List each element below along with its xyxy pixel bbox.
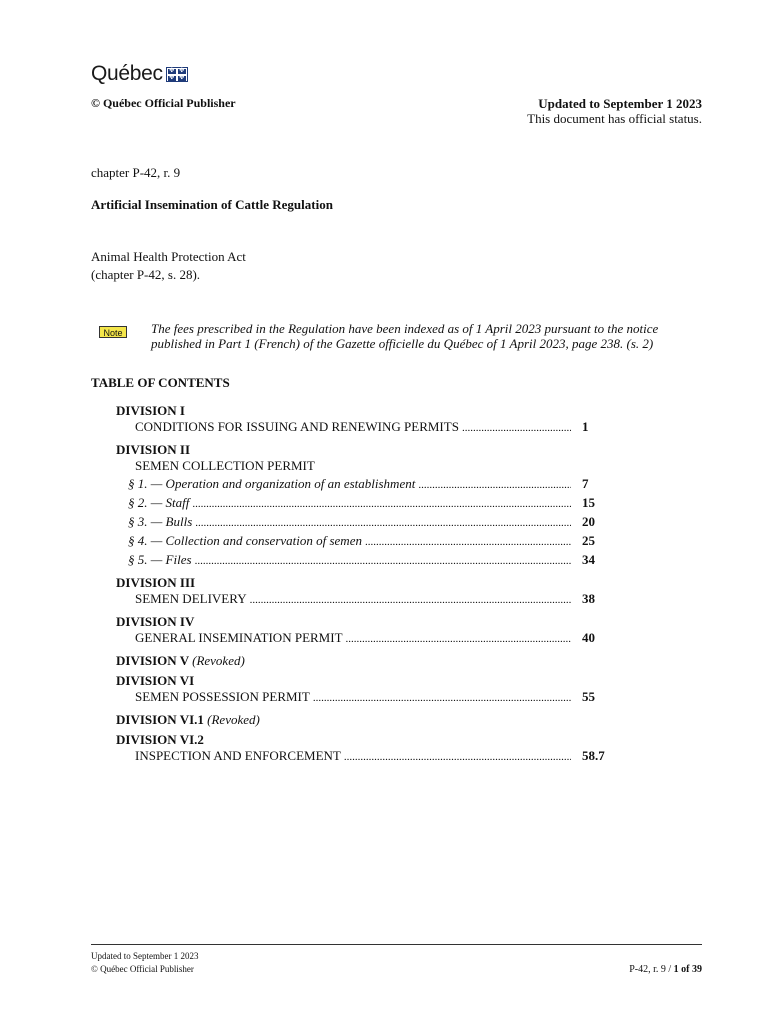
toc-division-title[interactable] [116,673,606,688]
toc-division-title[interactable] [116,442,606,457]
toc-page-number: 7 [582,476,589,491]
toc-entry-label: CONDITIONS FOR ISSUING AND RENEWING PERMITS [135,419,459,434]
toc-entry[interactable] [116,418,606,437]
toc-division [116,575,606,609]
toc-division-title[interactable] [116,653,606,668]
enabling-act [91,248,246,284]
toc-entry[interactable] [116,747,606,766]
note-text: The fees prescribed in the Regulation have been indexed as of 1 April 2023 pursuant to the notice published in Part 1 (French) of the Gazette officielle du Québec of 1 April 2023, page 238. (s. 2) [151,321,659,351]
act-citation: (chapter P-42, s. 28). [91,267,201,282]
toc-entry-label: § 3. — Bulls [128,514,193,529]
footer-page-count: 1 of 39 [673,964,702,975]
division-title-text: DIVISION I [116,403,185,418]
toc-page-number: 1 [582,419,589,434]
toc-page-number: 20 [582,514,595,529]
toc-division [116,403,606,437]
division-status-note: (Revoked) [192,653,245,668]
dot-leader [365,532,571,551]
dot-leader [344,747,571,766]
dot-leader [346,629,571,648]
toc-division [116,673,606,707]
fleur-de-lis-flag-icon: ✤ ✤ ✤ ✤ [166,67,188,82]
toc-division [116,712,606,727]
toc-entry-label: INSPECTION AND ENFORCEMENT [135,748,341,763]
dot-leader [313,688,571,707]
division-title-text: DIVISION III [116,575,196,590]
toc-subheading: SEMEN COLLECTION PERMIT [135,458,315,473]
regulation-title: Artificial Insemination of Cattle Regulation [91,197,333,212]
division-title-text: DIVISION V [116,653,189,668]
division-title-text: DIVISION VI.2 [116,732,204,747]
toc-heading: TABLE OF CONTENTS [91,375,230,390]
dot-leader [195,513,571,532]
table-of-contents [116,403,606,771]
toc-division-title[interactable] [116,403,606,418]
toc-entry[interactable] [116,513,606,532]
footer-page-number [629,964,702,975]
toc-division [116,732,606,766]
toc-entry[interactable] [116,688,606,707]
division-title-text: DIVISION IV [116,614,195,629]
toc-entry[interactable] [116,475,606,494]
toc-entry-label: § 4. — Collection and conservation of semen [128,533,362,548]
toc-division-title[interactable] [116,575,606,590]
division-title-text: DIVISION VI [116,673,195,688]
dot-leader [250,590,571,609]
toc-entry[interactable] [116,532,606,551]
toc-entry-label: GENERAL INSEMINATION PERMIT [135,630,343,645]
footer-publisher: © Québec Official Publisher [91,964,194,974]
toc-entry-label: SEMEN POSSESSION PERMIT [135,689,310,704]
quebec-logo [91,62,188,86]
toc-page-number: 15 [582,495,595,510]
dot-leader [195,551,571,570]
dot-leader [192,494,571,513]
note-icon[interactable]: Note [99,326,127,338]
toc-division-title[interactable] [116,712,606,727]
toc-entry[interactable] [116,494,606,513]
footer-updated: Updated to September 1 2023 [91,951,199,961]
logo-wordmark: Québec [91,62,163,85]
toc-page-number: 40 [582,630,595,645]
dot-leader [418,475,571,494]
toc-page-number: 38 [582,591,595,606]
act-name: Animal Health Protection Act [91,249,246,264]
toc-entry-label: SEMEN DELIVERY [135,591,247,606]
toc-division-title[interactable] [116,614,606,629]
division-status-note: (Revoked) [207,712,260,727]
footer-divider [91,944,702,945]
official-status: This document has official status. [527,111,702,126]
toc-division [116,653,606,668]
toc-entry[interactable] [116,551,606,570]
division-title-text: DIVISION VI.1 [116,712,204,727]
toc-entry-label: § 5. — Files [128,552,192,567]
toc-page-number: 58.7 [582,748,605,763]
toc-page-number: 25 [582,533,595,548]
chapter-reference: chapter P-42, r. 9 [91,165,181,180]
footer-page-ref: P-42, r. 9 / [629,964,674,975]
toc-entry-label: § 1. — Operation and organization of an establishment [128,476,416,491]
toc-page-number: 34 [582,552,595,567]
toc-division-title[interactable] [116,732,606,747]
toc-division [116,614,606,648]
toc-entry[interactable] [116,590,606,609]
toc-page-number: 55 [582,689,595,704]
footer-left [91,950,198,976]
updated-date: Updated to September 1 2023 [538,96,702,111]
division-title-text: DIVISION II [116,442,191,457]
dot-leader [462,418,571,437]
publisher-label: © Québec Official Publisher [91,96,236,110]
toc-entry-label: § 2. — Staff [128,495,190,510]
toc-entry[interactable] [116,629,606,648]
toc-division [116,442,606,570]
